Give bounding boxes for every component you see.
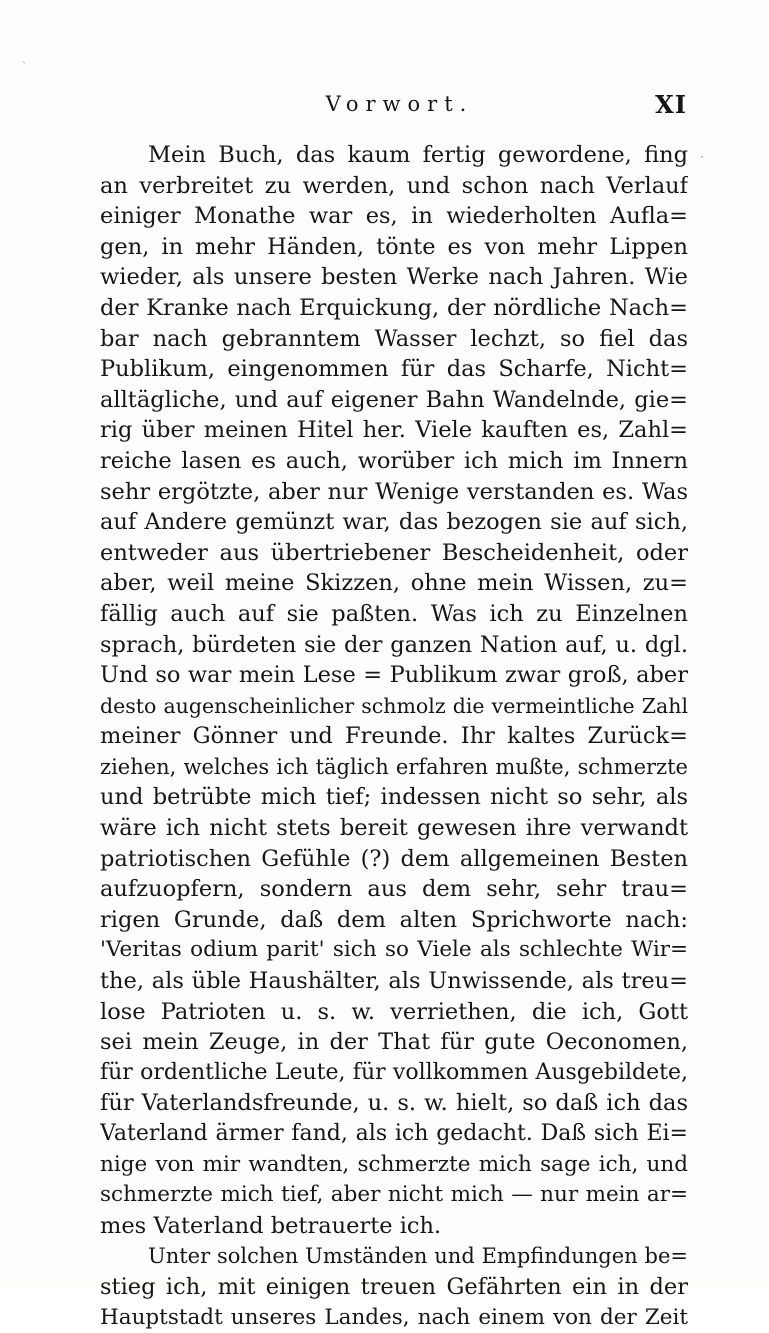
- text-line: patriotischen Gefühle (?) dem allgemeinen Besten: [100, 845, 688, 872]
- text-line: Vaterland ärmer fand, als ich gedacht. Daß sich Ei=: [100, 1121, 688, 1146]
- text-line: the, als üble Haushälter, als Unwissende, als treu=: [100, 968, 688, 995]
- text-line: wieder, als unsere besten Werke nach Jahren. Wie: [100, 264, 688, 291]
- paper-speck: ˏ: [22, 50, 26, 64]
- text-line: aber, weil meine Skizzen, ohne mein Wissen, zu=: [100, 570, 688, 597]
- text-line: wäre ich nicht stets bereit gewesen ihre verwandt: [100, 815, 688, 842]
- text-line: Unter solchen Umständen und Empfindungen be=: [148, 1244, 688, 1269]
- paper-speck: ·: [700, 150, 704, 164]
- text-line: sehr ergötzte, aber nur Wenige verstanden es. Was: [100, 478, 688, 505]
- text-line: aufzuopfern, sondern aus dem sehr, sehr trau=: [100, 876, 688, 903]
- text-line: auf Andere gemünzt war, das bezogen sie auf sich,: [100, 509, 688, 536]
- text-line: stieg ich, mit einigen treuen Gefährten ein in der: [100, 1273, 688, 1300]
- text-line: sei mein Zeuge, in der That für gute Oeconomen,: [100, 1029, 688, 1056]
- text-line: desto augenscheinlicher schmolz die vermeintliche Zahl: [100, 693, 688, 718]
- page-number: XI: [655, 90, 687, 119]
- text-line: rigen Grunde, daß dem alten Sprichworte nach:: [100, 906, 688, 933]
- text-line: Und so war mein Lese = Publikum zwar groß, aber: [100, 662, 688, 689]
- text-line: für ordentliche Leute, für vollkommen Ausgebildete,: [100, 1059, 688, 1085]
- text-line: für Vaterlandsfreunde, u. s. w. hielt, so daß ich das: [100, 1090, 688, 1117]
- text-line: der Kranke nach Erquickung, der nördliche Nach=: [100, 294, 688, 321]
- text-line: ziehen, welches ich täglich erfahren mußte, schmerzte: [100, 754, 688, 779]
- text-line: nige von mir wandten, schmerzte mich sage ich, und: [100, 1151, 688, 1177]
- text-line: gen, in mehr Händen, tönte es von mehr Lippen: [100, 233, 688, 260]
- text-line: entweder aus übertriebener Bescheidenheit, oder: [100, 539, 688, 566]
- page-header: [100, 92, 687, 122]
- text-line: Mein Buch, das kaum fertig gewordene, fing: [148, 142, 688, 168]
- text-line: rig über meinen Hitel her. Viele kauften es, Zahl=: [100, 417, 688, 444]
- text-line: Hauptstadt unseres Landes, nach einem von der Zeit: [100, 1304, 688, 1330]
- text-line: an verbreitet zu werden, und schon nach Verlauf: [100, 172, 688, 199]
- text-line: schmerzte mich tief, aber nicht mich — nur mein ar=: [100, 1182, 688, 1208]
- text-line: bar nach gebranntem Wasser lechzt, so fiel das: [100, 325, 688, 352]
- text-line: 'Veritas odium parit' sich so Viele als schlechte Wir=: [100, 937, 688, 963]
- text-line: meiner Gönner und Freunde. Ihr kaltes Zurück=: [100, 723, 688, 750]
- text-line: und betrübte mich tief; indessen nicht so sehr, als: [100, 784, 688, 811]
- body-text: [100, 140, 688, 1333]
- text-line: fällig auch auf sie paßten. Was ich zu Einzelnen: [100, 600, 688, 627]
- text-line: reiche lasen es auch, worüber ich mich im Innern: [100, 447, 688, 474]
- text-line: sprach, bürdeten sie der ganzen Nation auf, u. dgl.: [100, 631, 688, 658]
- text-line: einiger Monathe war es, in wiederholten Aufla=: [100, 203, 688, 230]
- running-head: Vorwort.: [325, 92, 474, 116]
- text-line: Publikum, eingenommen für das Scharfe, Nicht=: [100, 356, 688, 383]
- text-line: mes Vaterland betrauerte ich.: [100, 1212, 442, 1239]
- text-line: lose Patrioten u. s. w. verriethen, die ich, Gott: [100, 998, 688, 1025]
- text-line: alltägliche, und auf eigener Bahn Wandelnde, gie=: [100, 386, 688, 413]
